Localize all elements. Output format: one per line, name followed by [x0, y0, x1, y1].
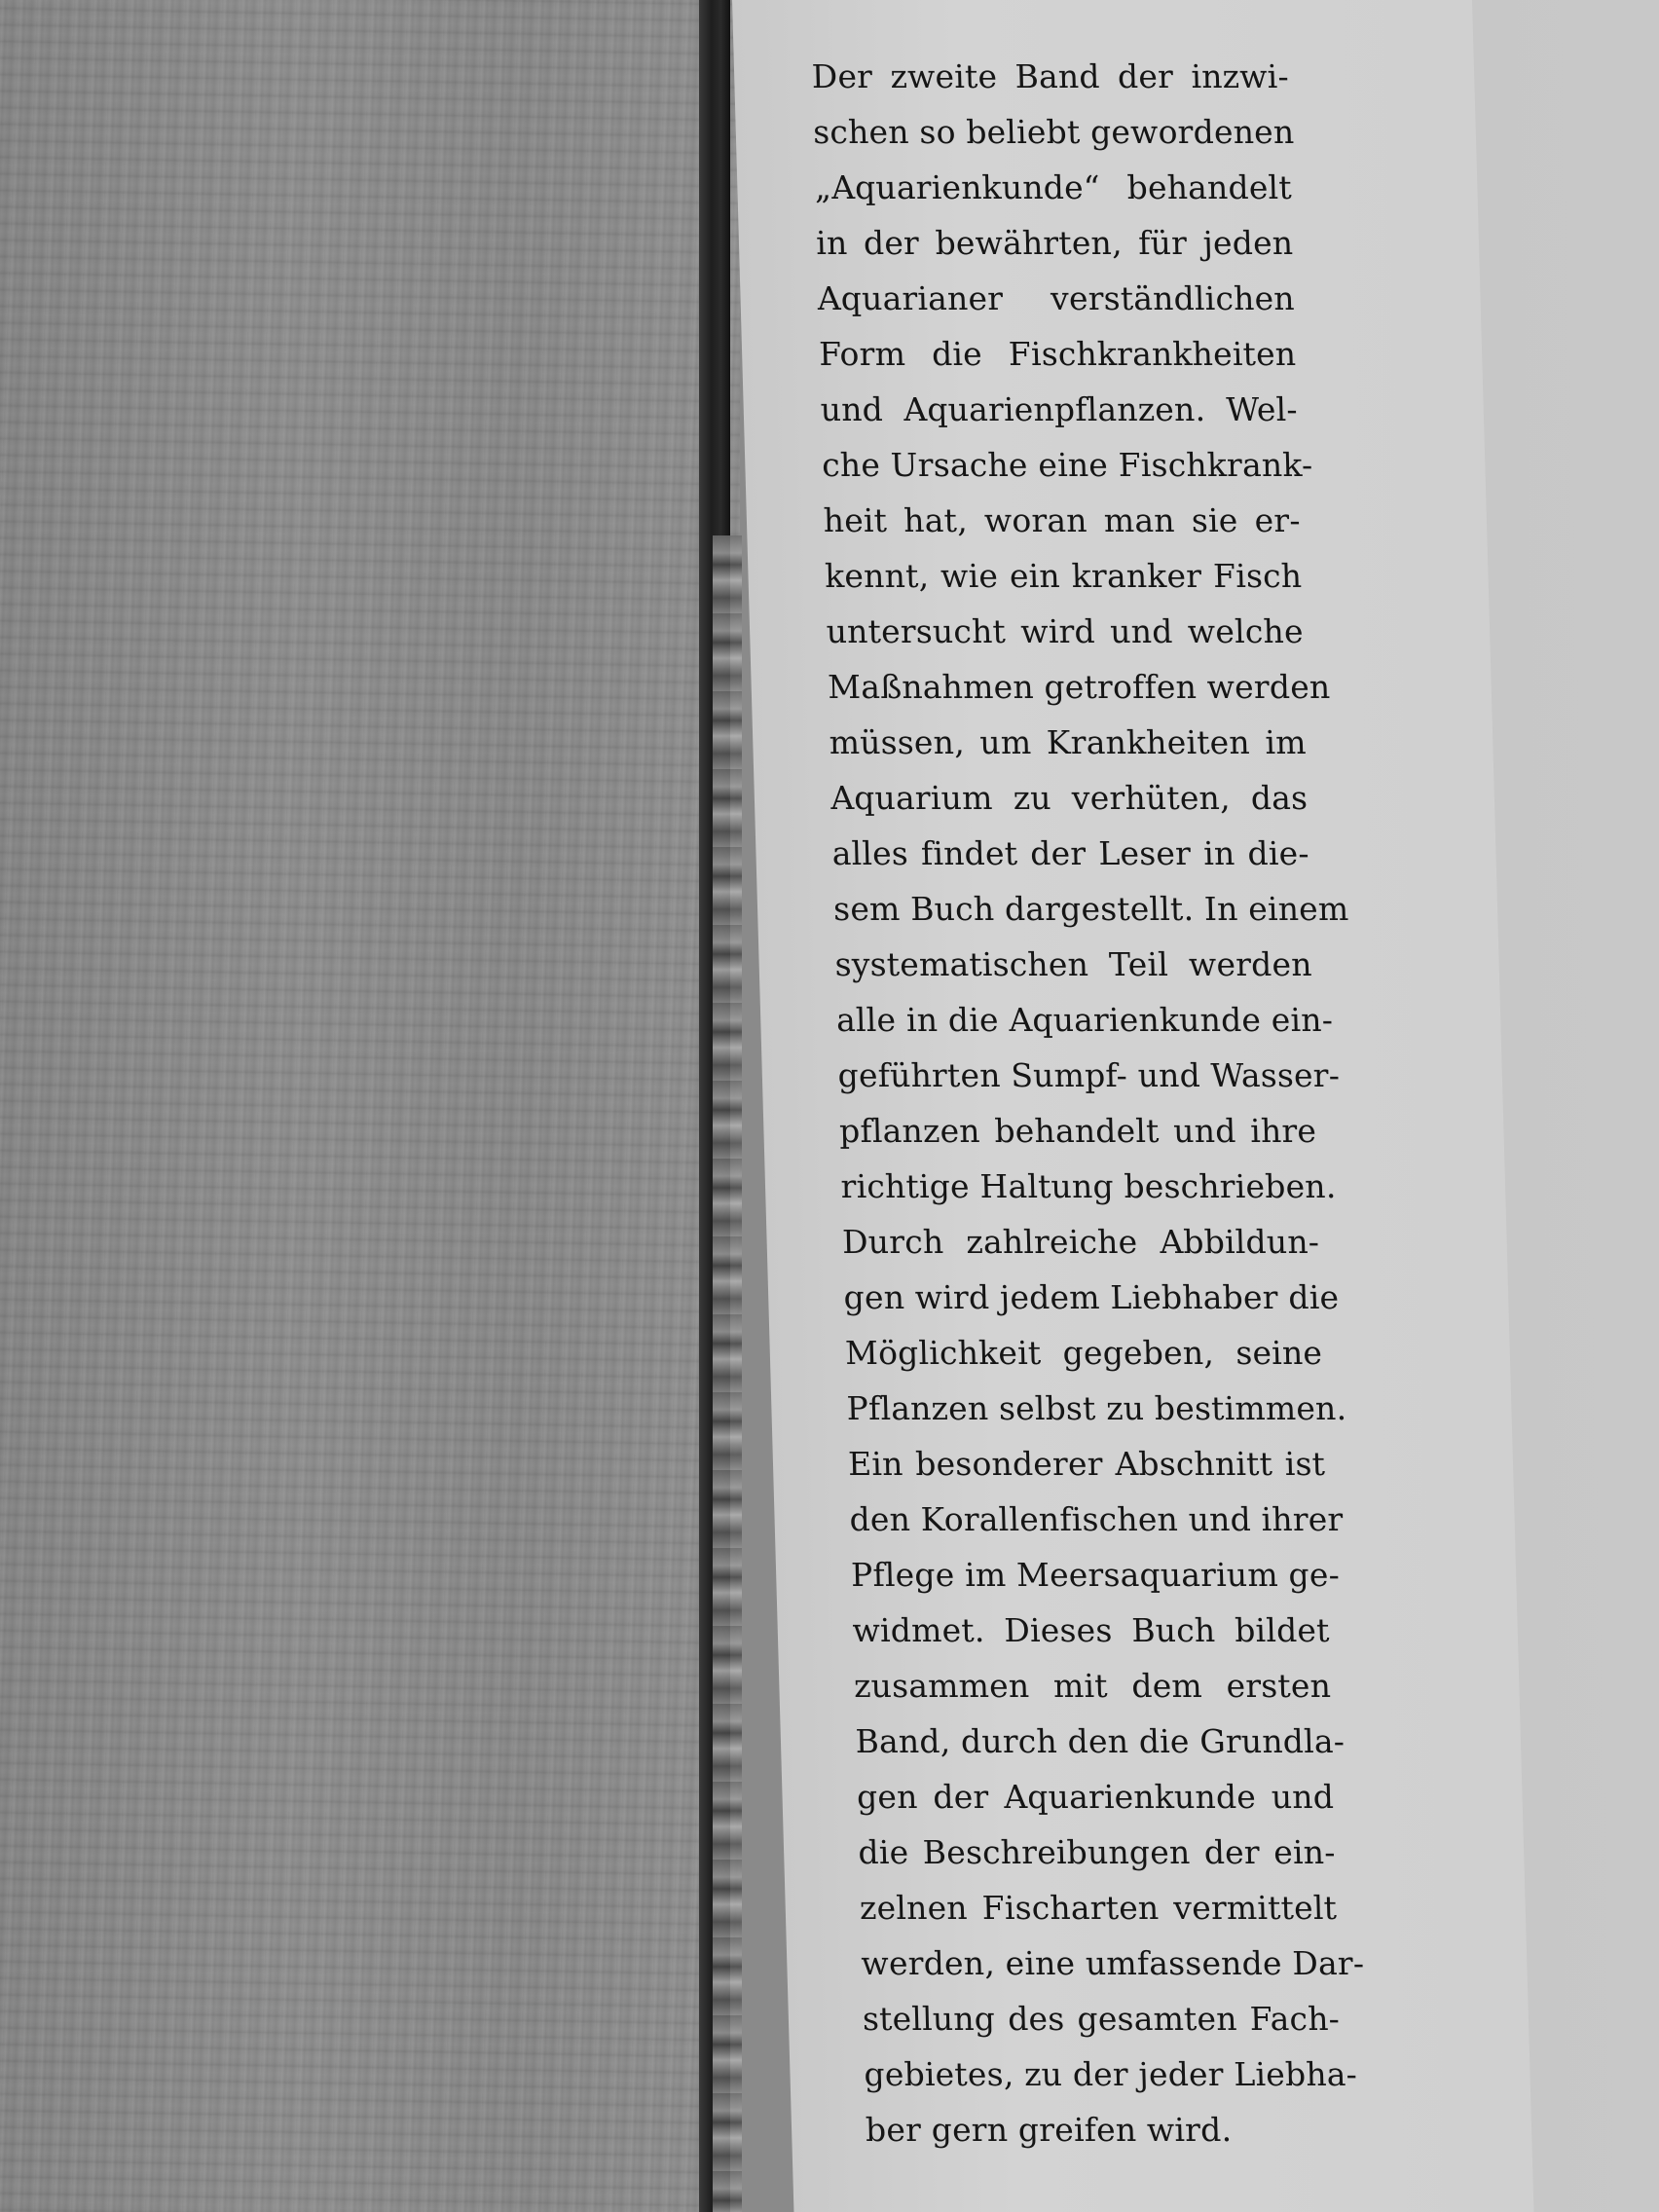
text-line: richtige Haltung beschrieben.	[840, 1167, 1337, 1205]
text-line: Pflanzen selbst zu bestimmen.	[846, 1389, 1347, 1427]
text-line: Pflege im Meersaquarium ge-	[850, 1556, 1341, 1594]
text-line: systematischen Teil werden	[834, 945, 1313, 983]
text-line: werden, eine umfassende Dar-	[860, 1944, 1365, 1982]
text-line: Maßnahmen getroffen werden	[827, 668, 1331, 706]
text-line: pflanzen behandelt und ihre	[838, 1112, 1317, 1150]
text-line: Form die Fischkrankheiten	[818, 335, 1297, 373]
text-line: untersucht wird und welche	[826, 612, 1305, 650]
text-line: schen so beliebt gewordenen	[812, 113, 1295, 151]
text-line: zelnen Fischarten vermittelt	[859, 1889, 1338, 1927]
book-cover-illustration-strip	[713, 535, 742, 2212]
text-line: alles findet der Leser in die-	[831, 834, 1310, 872]
text-line: Aquarianer verständlichen	[817, 279, 1296, 317]
text-line: sem Buch dargestellt. In einem	[832, 890, 1349, 928]
wooden-table-background	[0, 0, 740, 2212]
text-line: gebietes, zu der jeder Liebha-	[863, 2055, 1358, 2093]
text-line: Möglichkeit gegeben, seine	[844, 1334, 1323, 1372]
text-line: Der zweite Band der inzwi-	[811, 57, 1290, 95]
text-line: Aquarium zu verhüten, das	[830, 779, 1309, 817]
blurb-text	[811, 49, 1365, 2157]
text-line: Band, durch den die Grundla-	[855, 1722, 1346, 1760]
text-line: gen der Aquarienkunde und	[856, 1778, 1335, 1816]
text-line: und Aquarienpflanzen. Wel-	[820, 390, 1299, 428]
text-line: stellung des gesamten Fach-	[862, 2000, 1341, 2038]
text-line: alle in die Aquarienkunde ein-	[835, 1001, 1334, 1039]
text-line: Ein besonderer Abschnitt ist	[847, 1445, 1326, 1483]
text-line: Durch zahlreiche Abbildun-	[841, 1223, 1320, 1261]
text-line: che Ursache eine Fischkrank-	[821, 446, 1313, 484]
text-line: den Korallenfischen und ihrer	[849, 1500, 1344, 1538]
text-line: heit hat, woran man sie er-	[823, 501, 1302, 539]
text-line: gen wird jedem Liebhaber die	[843, 1278, 1340, 1316]
text-line: ber gern greifen wird.	[865, 2111, 1233, 2149]
text-line: zusammen mit dem ersten	[853, 1667, 1332, 1705]
text-line: „Aquarienkunde“ behandelt	[814, 168, 1293, 206]
text-line: widmet. Dieses Buch bildet	[852, 1611, 1331, 1649]
text-line: kennt, wie ein kranker Fisch	[824, 557, 1303, 595]
text-line: geführten Sumpf- und Wasser-	[837, 1056, 1341, 1094]
text-line: müssen, um Krankheiten im	[829, 723, 1308, 761]
text-line: die Beschreibungen der ein-	[857, 1833, 1337, 1871]
text-line: in der bewährten, für jeden	[815, 224, 1294, 262]
